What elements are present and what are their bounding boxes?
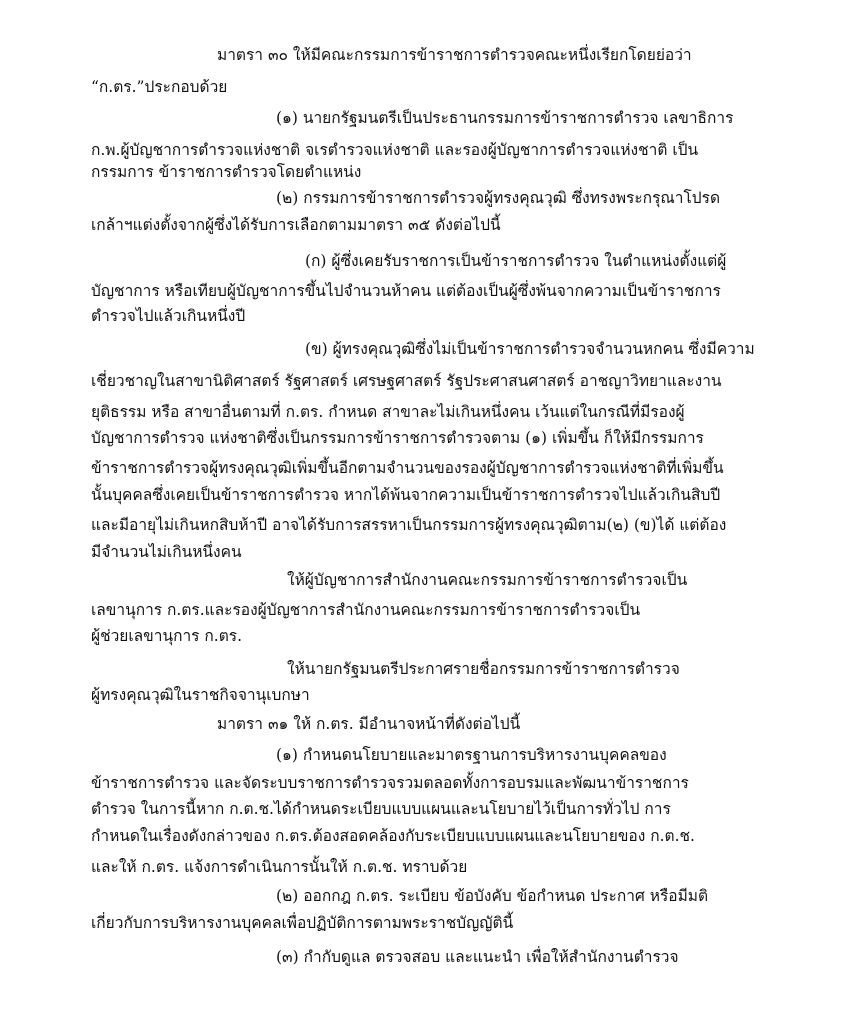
paragraph-line: ก.พ.ผู้บัญชาการตำรวจแห่งชาติ จเรตำรวจแห่งชาติ และรองผู้บัญชาการตำรวจแห่งชาติ เป็น [91, 141, 699, 159]
paragraph-line: เกี่ยวกับการบริหารงานบุคคลเพื่อปฏิบัติการตามพระราชบัญญัตินี้ [91, 914, 514, 932]
paragraph-line: เชี่ยวชาญในสาขานิติศาสตร์ รัฐศาสตร์ เศรษฐศาสตร์ รัฐประศาสนศาสตร์ อาชญาวิทยาและงาน [91, 372, 722, 390]
paragraph-line: บัญชาการ หรือเทียบผู้บัญชาการขึ้นไปจำนวนห้าคน แต่ต้องเป็นผู้ซึ่งพ้นจากความเป็นข้าราชการ [91, 282, 721, 300]
paragraph-line: มาตรา ๓๑ ให้ ก.ตร. มีอำนาจหน้าที่ดังต่อไปนี้ [217, 715, 521, 733]
paragraph-line: ตำรวจ ในการนี้หาก ก.ต.ช.ได้กำหนดระเบียบแบบแผนและนโยบายไว้เป็นการทั่วไป การ [91, 800, 671, 818]
paragraph-line: (ข) ผู้ทรงคุณวุฒิซึ่งไม่เป็นข้าราชการตำรวจจำนวนหกคน ซึ่งมีความ [305, 340, 755, 358]
paragraph-line: มีจำนวนไม่เกินหนึ่งคน [91, 543, 242, 561]
paragraph-line: (๑) นายกรัฐมนตรีเป็นประธานกรรมการข้าราชการตำรวจ เลขาธิการ [276, 109, 734, 127]
paragraph-line: ให้นายกรัฐมนตรีประกาศรายชื่อกรรมการข้าราชการตำรวจ [287, 660, 680, 678]
paragraph-line: ให้ผู้บัญชาการสำนักงานคณะกรรมการข้าราชการตำรวจเป็น [287, 571, 688, 589]
paragraph-line: ยุติธรรม หรือ สาขาอื่นตามที่ ก.ตร. กำหนด สาขาละไม่เกินหนึ่งคน เว้นแต่ในกรณีที่มีรองผู้ [91, 403, 685, 421]
paragraph-line: และให้ ก.ตร. แจ้งการดำเนินการนั้นให้ ก.ต.ช. ทราบด้วย [91, 858, 468, 876]
paragraph-line: นั้นบุคคลซึ่งเคยเป็นข้าราชการตำรวจ หากได้พ้นจากความเป็นข้าราชการตำรวจไปแล้วเกินสิบปี [91, 486, 721, 504]
paragraph-line: ข้าราชการตำรวจ และจัดระบบราชการตำรวจรวมตลอดทั้งการอบรมและพัฒนาข้าราชการ [91, 774, 689, 792]
paragraph-line: (๓) กำกับดูแล ตรวจสอบ และแนะนำ เพื่อให้สำนักงานตำรวจ [276, 948, 679, 966]
paragraph-line: “ก.ตร.”ประกอบด้วย [91, 78, 228, 96]
paragraph-line: กรรมการ ข้าราชการตำรวจโดยตำแหน่ง [91, 163, 362, 181]
paragraph-line: มาตรา ๓๐ ให้มีคณะกรรมการข้าราชการตำรวจคณะหนึ่งเรียกโดยย่อว่า [217, 46, 692, 64]
paragraph-line: และมีอายุไม่เกินหกสิบห้าปี อาจได้รับการสรรหาเป็นกรรมการผู้ทรงคุณวุฒิตาม(๒) (ข)ได้ แต่ต้อง [91, 516, 727, 534]
paragraph-line: ผู้ช่วยเลขานุการ ก.ตร. [91, 627, 243, 645]
paragraph-line: (๒) กรรมการข้าราชการตำรวจผู้ทรงคุณวุฒิ ซึ่งทรงพระกรุณาโปรด [276, 189, 721, 207]
paragraph-line: (ก) ผู้ซึ่งเคยรับราชการเป็นข้าราชการตำรวจ ในตำแหน่งตั้งแต่ผู้ [305, 252, 727, 270]
paragraph-line: ตำรวจไปแล้วเกินหนึ่งปี [91, 307, 246, 325]
paragraph-line: ผู้ทรงคุณวุฒิในราชกิจจานุเบกษา [91, 686, 310, 704]
paragraph-line: บัญชาการตำรวจ แห่งชาติซึ่งเป็นกรรมการข้าราชการตำรวจตาม (๑) เพิ่มขึ้น ก็ให้มีกรรมการ [91, 429, 704, 447]
paragraph-line: เกล้าฯแต่งตั้งจากผู้ซึ่งได้รับการเลือกตามมาตรา ๓๕ ดังต่อไปนี้ [91, 216, 501, 234]
paragraph-line: กำหนดในเรื่องดังกล่าวของ ก.ตร.ต้องสอดคล้องกับระเบียบแบบแผนและนโยบายของ ก.ต.ช. [91, 827, 695, 845]
paragraph-line: (๑) กำหนดนโยบายและมาตรฐานการบริหารงานบุคคลของ [276, 746, 667, 764]
paragraph-line: (๒) ออกกฎ ก.ตร. ระเบียบ ข้อบังคับ ข้อกำหนด ประกาศ หรือมีมติ [276, 887, 709, 905]
paragraph-line: เลขานุการ ก.ตร.และรองผู้บัญชาการสำนักงานคณะกรรมการข้าราชการตำรวจเป็น [91, 601, 641, 619]
paragraph-line: ข้าราชการตำรวจผู้ทรงคุณวุฒิเพิ่มขึ้นอีกตามจำนวนของรองผู้บัญชาการตำรวจแห่งชาติที่เพิ่มขึ้น [91, 459, 724, 477]
